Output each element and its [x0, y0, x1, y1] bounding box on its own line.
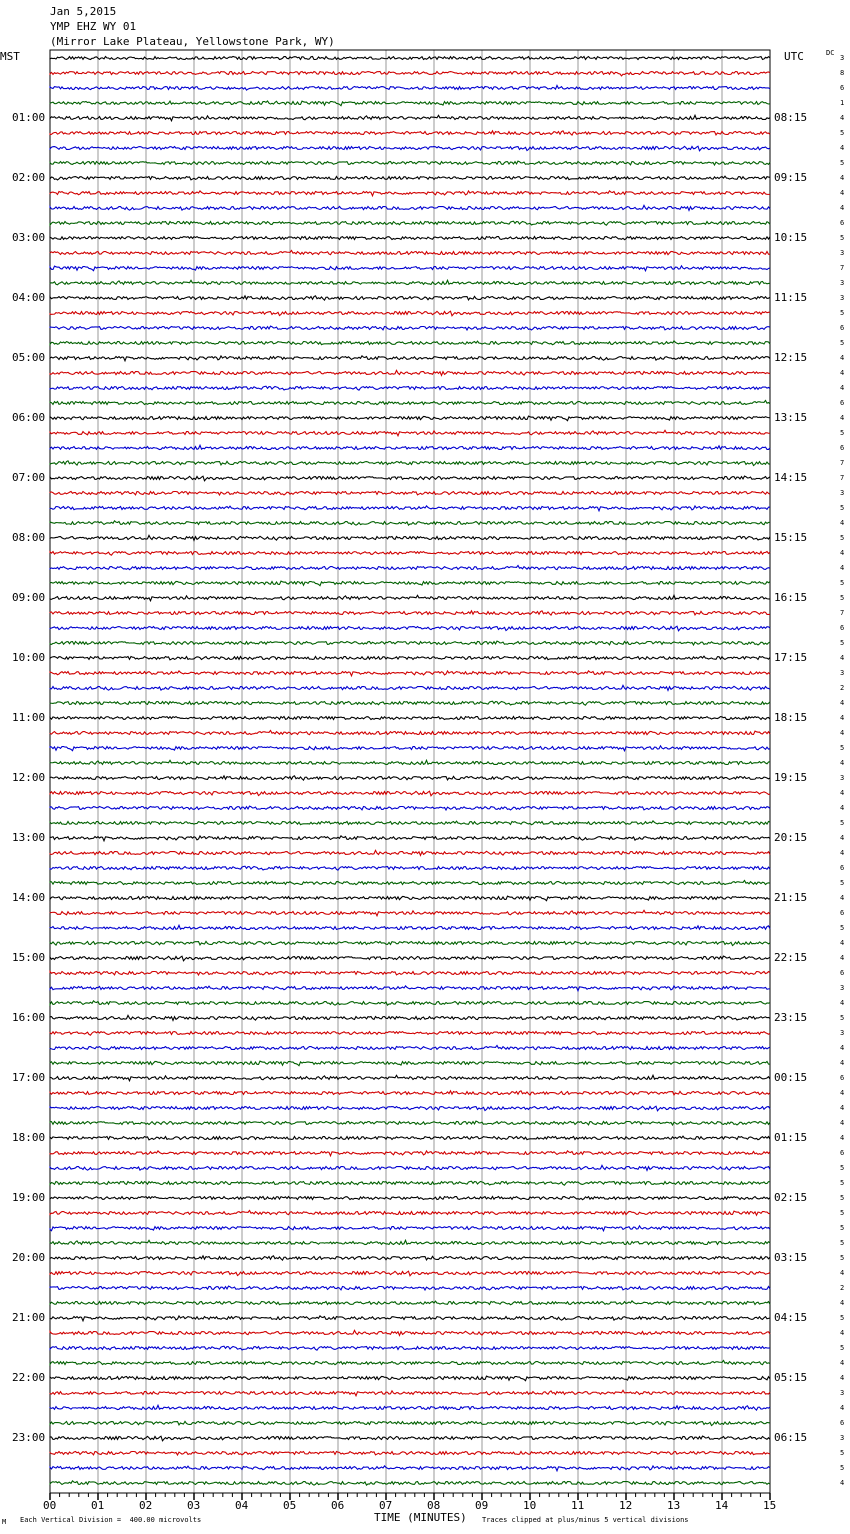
utc-hour-label: 05:15 — [774, 1371, 808, 1384]
mst-hour-label: 23:00 — [12, 1431, 46, 1444]
seismic-trace — [50, 656, 770, 660]
dc-offset-label: 6 — [840, 969, 845, 977]
dc-offset-label: 4 — [840, 1134, 845, 1142]
x-tick-label: 11 — [571, 1499, 585, 1512]
dc-offset-label: 4 — [840, 654, 845, 662]
dc-offset-label: 5 — [840, 1209, 845, 1217]
utc-hour-label: 11:15 — [774, 291, 808, 304]
seismic-trace — [50, 1032, 770, 1036]
mst-hour-label: 17:00 — [12, 1071, 46, 1084]
dc-offset-label: 3 — [840, 279, 845, 287]
utc-hour-label: 14:15 — [774, 471, 808, 484]
dc-offset-label: 4 — [840, 789, 845, 797]
utc-hour-label: 15:15 — [774, 531, 808, 544]
dc-offset-label: 4 — [840, 1299, 845, 1307]
mst-hour-label: 03:00 — [12, 231, 46, 244]
seismic-trace — [50, 1421, 770, 1425]
dc-offset-label: 5 — [840, 309, 845, 317]
dc-offset-label: 6 — [840, 909, 845, 917]
mst-hour-label: 07:00 — [12, 471, 46, 484]
utc-hour-label: 03:15 — [774, 1251, 808, 1264]
dc-offset-label: 5 — [840, 1449, 845, 1457]
dc-offset-label: 7 — [840, 459, 845, 467]
mst-hour-label: 18:00 — [12, 1131, 46, 1144]
station-location: (Mirror Lake Plateau, Yellowstone Park, WY) — [50, 35, 335, 48]
x-tick-label: 14 — [715, 1499, 729, 1512]
dc-offset-label: 4 — [840, 564, 845, 572]
seismic-trace — [50, 836, 770, 841]
seismic-trace — [50, 1210, 770, 1215]
utc-hour-label: 22:15 — [774, 951, 808, 964]
dc-offset-label: 5 — [840, 1194, 845, 1202]
dc-offset-label: 3 — [840, 489, 845, 497]
dc-offset-label: 4 — [840, 849, 845, 857]
mst-hour-label: 20:00 — [12, 1251, 46, 1264]
seismic-trace — [50, 956, 770, 961]
seismic-trace — [50, 925, 770, 929]
dc-offset-label: 5 — [840, 1014, 845, 1022]
seismic-trace — [50, 1001, 770, 1005]
dc-offset-label: 4 — [840, 384, 845, 392]
dc-offset-label: 6 — [840, 399, 845, 407]
utc-hour-label: 23:15 — [774, 1011, 808, 1024]
seismic-trace — [50, 896, 770, 901]
dc-offset-label: 6 — [840, 444, 845, 452]
seismic-trace — [50, 1360, 770, 1364]
dc-column-title: DC — [826, 49, 835, 57]
dc-offset-label: 6 — [840, 219, 845, 227]
dc-offset-label: 8 — [840, 69, 845, 77]
mst-hour-label: 22:00 — [12, 1371, 46, 1384]
dc-offset-label: 4 — [840, 1044, 845, 1052]
dc-offset-label: 5 — [840, 504, 845, 512]
mst-hour-label: 10:00 — [12, 651, 46, 664]
seismic-trace — [50, 760, 770, 764]
dc-offset-label: 5 — [840, 924, 845, 932]
seismic-trace — [50, 717, 770, 720]
seismic-trace — [50, 552, 770, 556]
x-tick-label: 08 — [427, 1499, 441, 1512]
seismic-trace — [50, 1106, 770, 1111]
seismic-trace — [50, 1390, 770, 1395]
seismic-trace — [50, 626, 770, 631]
utc-hour-label: 00:15 — [774, 1071, 808, 1084]
dc-offset-label: 6 — [840, 864, 845, 872]
seismic-trace — [50, 685, 770, 690]
dc-offset-label: 5 — [840, 639, 845, 647]
seismic-trace — [50, 1226, 770, 1231]
dc-offset-label: 5 — [840, 819, 845, 827]
seismic-trace — [50, 326, 770, 330]
x-tick-label: 07 — [379, 1499, 393, 1512]
seismic-trace — [50, 1256, 770, 1260]
dc-offset-label: 5 — [840, 1464, 845, 1472]
dc-offset-label: 4 — [840, 804, 845, 812]
seismic-trace — [50, 1165, 770, 1170]
seismic-trace — [50, 866, 770, 870]
dc-offset-label: 5 — [840, 594, 845, 602]
mst-hour-label: 15:00 — [12, 951, 46, 964]
x-tick-label: 03 — [187, 1499, 201, 1512]
seismic-trace — [50, 1121, 770, 1125]
seismic-trace — [50, 506, 770, 511]
dc-offset-label: 3 — [840, 1029, 845, 1037]
dc-offset-label: 4 — [840, 1059, 845, 1067]
dc-offset-label: 4 — [840, 999, 845, 1007]
utc-hour-label: 13:15 — [774, 411, 808, 424]
dc-offset-label: 4 — [840, 1104, 845, 1112]
seismic-trace — [50, 1301, 770, 1305]
seismic-trace — [50, 416, 770, 421]
seismic-trace — [50, 146, 770, 151]
seismic-trace — [50, 1136, 770, 1140]
seismic-trace — [50, 880, 770, 884]
dc-offset-label: 6 — [840, 1419, 845, 1427]
seismic-trace — [50, 821, 770, 825]
utc-hour-label: 17:15 — [774, 651, 808, 664]
utc-hour-label: 08:15 — [774, 111, 808, 124]
plot-date: Jan 5,2015 — [50, 5, 117, 18]
seismic-trace — [50, 1376, 770, 1381]
dc-offset-label: 4 — [840, 369, 845, 377]
dc-offset-label: 5 — [840, 534, 845, 542]
dc-offset-label: 4 — [840, 519, 845, 527]
seismic-trace — [50, 237, 770, 240]
seismic-trace — [50, 445, 770, 449]
x-tick-label: 05 — [283, 1499, 297, 1512]
seismic-trace — [50, 1452, 770, 1455]
dc-offset-label: 5 — [840, 1314, 845, 1322]
seismic-trace — [50, 161, 770, 165]
dc-offset-label: 3 — [840, 774, 845, 782]
seismic-trace — [50, 910, 770, 915]
mst-hour-label: 01:00 — [12, 111, 46, 124]
dc-offset-label: 5 — [840, 1254, 845, 1262]
x-tick-label: 10 — [523, 1499, 537, 1512]
dc-offset-label: 4 — [840, 1374, 845, 1382]
utc-hour-label: 01:15 — [774, 1131, 808, 1144]
dc-offset-label: 4 — [840, 954, 845, 962]
seismic-trace — [50, 641, 770, 645]
seismic-trace — [50, 1240, 770, 1244]
dc-offset-label: 4 — [840, 1269, 845, 1277]
dc-offset-label: 4 — [840, 204, 845, 212]
utc-hour-label: 06:15 — [774, 1431, 808, 1444]
station-code: YMP EHZ WY 01 — [50, 20, 137, 33]
seismic-trace — [50, 671, 770, 676]
seismic-trace — [50, 356, 770, 361]
seismic-trace — [50, 341, 770, 345]
mst-hour-label: 11:00 — [12, 711, 46, 724]
dc-offset-label: 3 — [840, 54, 845, 62]
mst-hour-label: 14:00 — [12, 891, 46, 904]
dc-offset-label: 7 — [840, 474, 845, 482]
seismic-trace — [50, 1330, 770, 1335]
seismic-trace — [50, 191, 770, 196]
dc-offset-label: 4 — [840, 549, 845, 557]
seismic-trace — [50, 535, 770, 540]
mst-hour-label: 13:00 — [12, 831, 46, 844]
dc-offset-label: 7 — [840, 264, 845, 272]
x-tick-label: 12 — [619, 1499, 633, 1512]
seismic-trace — [50, 1197, 770, 1200]
dc-offset-label: 4 — [840, 714, 845, 722]
seismic-trace — [50, 730, 770, 734]
seismic-trace — [50, 370, 770, 375]
seismic-trace — [50, 941, 770, 945]
seismic-trace — [50, 1091, 770, 1095]
dc-offset-label: 4 — [840, 1359, 845, 1367]
scale-note: Each Vertical Division = 400.00 microvolts — [20, 1516, 202, 1524]
utc-hour-label: 04:15 — [774, 1311, 808, 1324]
left-axis-title: MST — [0, 50, 20, 63]
x-axis-title: TIME (MINUTES) — [374, 1511, 467, 1524]
seismic-trace — [50, 791, 770, 796]
dc-offset-label: 4 — [840, 114, 845, 122]
utc-hour-label: 16:15 — [774, 591, 808, 604]
dc-offset-label: 5 — [840, 159, 845, 167]
x-tick-label: 13 — [667, 1499, 681, 1512]
dc-offset-label: 5 — [840, 1224, 845, 1232]
seismic-trace — [50, 205, 770, 210]
seismic-trace — [50, 101, 770, 106]
dc-offset-label: 5 — [840, 339, 845, 347]
seismic-trace — [50, 115, 770, 120]
seismic-trace — [50, 521, 770, 525]
dc-offset-label: 5 — [840, 1239, 845, 1247]
dc-offset-label: 2 — [840, 1284, 845, 1292]
dc-offset-label: 4 — [840, 1329, 845, 1337]
seismic-trace — [50, 386, 770, 390]
seismic-trace — [50, 1436, 770, 1441]
dc-offset-label: 4 — [840, 354, 845, 362]
seismic-trace — [50, 611, 770, 615]
seismic-trace — [50, 1271, 770, 1276]
dc-offset-label: 5 — [840, 1179, 845, 1187]
dc-offset-label: 4 — [840, 189, 845, 197]
clip-note: Traces clipped at plus/minus 5 vertical divisions — [482, 1516, 689, 1524]
seismic-trace — [50, 565, 770, 569]
x-tick-label: 04 — [235, 1499, 249, 1512]
dc-offset-label: 6 — [840, 324, 845, 332]
seismic-trace — [50, 1045, 770, 1049]
dc-offset-label: 3 — [840, 669, 845, 677]
seismic-trace — [50, 776, 770, 780]
dc-offset-label: 3 — [840, 984, 845, 992]
dc-offset-label: 6 — [840, 624, 845, 632]
utc-hour-label: 02:15 — [774, 1191, 808, 1204]
seismic-trace — [50, 1346, 770, 1350]
seismic-trace — [50, 850, 770, 855]
dc-offset-label: 3 — [840, 294, 845, 302]
seismic-trace — [50, 492, 770, 495]
seismic-trace — [50, 1466, 770, 1471]
seismic-trace — [50, 1075, 770, 1080]
utc-hour-label: 19:15 — [774, 771, 808, 784]
dc-offset-label: 7 — [840, 609, 845, 617]
mst-hour-label: 08:00 — [12, 531, 46, 544]
dc-offset-label: 4 — [840, 834, 845, 842]
x-tick-label: 15 — [763, 1499, 777, 1512]
dc-offset-label: 5 — [840, 879, 845, 887]
seismic-trace — [50, 461, 770, 466]
mst-hour-label: 05:00 — [12, 351, 46, 364]
seismic-trace — [50, 400, 770, 404]
mst-hour-label: 12:00 — [12, 771, 46, 784]
utc-hour-label: 21:15 — [774, 891, 808, 904]
mst-hour-label: 19:00 — [12, 1191, 46, 1204]
x-tick-label: 02 — [139, 1499, 153, 1512]
utc-hour-label: 10:15 — [774, 231, 808, 244]
dc-offset-label: 4 — [840, 174, 845, 182]
dc-offset-label: 5 — [840, 744, 845, 752]
seismic-trace — [50, 1151, 770, 1156]
seismic-trace — [50, 1061, 770, 1066]
utc-hour-label: 12:15 — [774, 351, 808, 364]
seismic-trace — [50, 972, 770, 975]
seismic-trace — [50, 581, 770, 586]
seismic-trace — [50, 72, 770, 76]
x-tick-label: 00 — [43, 1499, 57, 1512]
x-tick-label: 06 — [331, 1499, 345, 1512]
seismic-trace — [50, 746, 770, 751]
utc-hour-label: 18:15 — [774, 711, 808, 724]
dc-offset-label: 1 — [840, 99, 845, 107]
dc-offset-label: 5 — [840, 234, 845, 242]
mst-hour-label: 16:00 — [12, 1011, 46, 1024]
dc-offset-label: 5 — [840, 1164, 845, 1172]
dc-offset-label: 6 — [840, 84, 845, 92]
dc-offset-label: 2 — [840, 684, 845, 692]
x-tick-label: 09 — [475, 1499, 489, 1512]
seismic-trace — [50, 701, 770, 705]
utc-hour-label: 09:15 — [774, 171, 808, 184]
seismic-trace — [50, 176, 770, 180]
dc-offset-label: 4 — [840, 759, 845, 767]
seismic-trace — [50, 595, 770, 600]
dc-offset-label: 6 — [840, 1074, 845, 1082]
seismic-trace — [50, 430, 770, 435]
dc-offset-label: 5 — [840, 1344, 845, 1352]
dc-offset-label: 3 — [840, 1389, 845, 1397]
dc-offset-label: 3 — [840, 1434, 845, 1442]
mst-hour-label: 02:00 — [12, 171, 46, 184]
seismic-trace — [50, 57, 770, 60]
dc-offset-label: 4 — [840, 699, 845, 707]
dc-offset-label: 3 — [840, 249, 845, 257]
dc-offset-label: 4 — [840, 144, 845, 152]
dc-offset-label: 5 — [840, 579, 845, 587]
footer-mark: M — [2, 1518, 7, 1526]
dc-offset-label: 4 — [840, 1119, 845, 1127]
seismic-trace — [50, 1481, 770, 1485]
seismic-trace — [50, 85, 770, 90]
seismic-trace — [50, 250, 770, 254]
seismic-trace — [50, 1405, 770, 1410]
dc-offset-label: 4 — [840, 1404, 845, 1412]
seismic-trace — [50, 296, 770, 300]
seismic-trace — [50, 1316, 770, 1321]
seismic-trace — [50, 311, 770, 316]
seismic-trace — [50, 131, 770, 135]
seismic-trace — [50, 476, 770, 481]
seismic-trace — [50, 221, 770, 225]
dc-offset-label: 4 — [840, 1089, 845, 1097]
seismic-trace — [50, 986, 770, 991]
seismic-trace — [50, 1015, 770, 1020]
x-tick-label: 01 — [91, 1499, 105, 1512]
seismic-trace — [50, 1181, 770, 1185]
mst-hour-label: 04:00 — [12, 291, 46, 304]
seismic-trace — [50, 806, 770, 810]
mst-hour-label: 09:00 — [12, 591, 46, 604]
dc-offset-label: 5 — [840, 129, 845, 137]
dc-offset-label: 5 — [840, 429, 845, 437]
seismic-trace — [50, 266, 770, 271]
dc-offset-label: 4 — [840, 894, 845, 902]
dc-offset-label: 6 — [840, 1149, 845, 1157]
dc-offset-label: 4 — [840, 729, 845, 737]
right-axis-title: UTC — [784, 50, 804, 63]
seismic-trace — [50, 280, 770, 284]
utc-hour-label: 20:15 — [774, 831, 808, 844]
seismic-trace — [50, 1286, 770, 1290]
dc-offset-label: 4 — [840, 414, 845, 422]
mst-hour-label: 06:00 — [12, 411, 46, 424]
mst-hour-label: 21:00 — [12, 1311, 46, 1324]
dc-offset-label: 4 — [840, 1479, 845, 1487]
dc-offset-label: 4 — [840, 939, 845, 947]
